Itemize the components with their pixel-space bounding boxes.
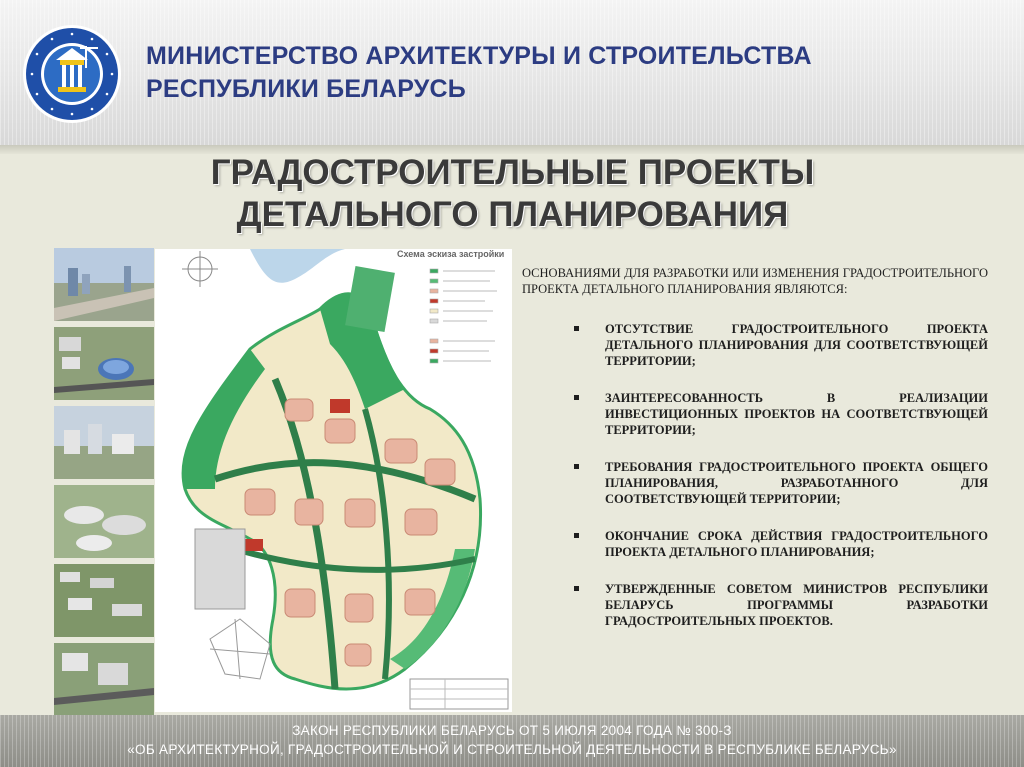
list-item-text: ЗАИНТЕРЕСОВАННОСТЬ В РЕАЛИЗАЦИИ ИНВЕСТИЦИОННЫХ ПРОЕКТОВ НА СООТВЕТСТВУЮЩЕЙ ТЕРРИТОРИИ; — [605, 391, 988, 437]
list-item — [522, 528, 988, 560]
render-photo — [54, 406, 154, 479]
law-footer-line2: «ОБ АРХИТЕКТУРНОЙ, ГРАДОСТРОИТЕЛЬНОЙ И СТРОИТЕЛЬНОЙ ДЕЯТЕЛЬНОСТИ В РЕСПУБЛИКЕ БЕЛАРУСЬ» — [127, 742, 897, 757]
slide-title — [140, 152, 885, 236]
render-photo — [54, 248, 154, 321]
bullet-square-icon — [574, 464, 579, 469]
bullet-square-icon — [574, 586, 579, 591]
bullet-square-icon — [574, 395, 579, 400]
list-item-text: ОКОНЧАНИЕ СРОКА ДЕЙСТВИЯ ГРАДОСТРОИТЕЛЬНОГО ПРОЕКТА ДЕТАЛЬНОГО ПЛАНИРОВАНИЯ; — [605, 529, 988, 559]
list-item — [522, 581, 988, 629]
grounds-intro: ОСНОВАНИЯМИ ДЛЯ РАЗРАБОТКИ ИЛИ ИЗМЕНЕНИЯ ГРАДОСТРОИТЕЛЬНОГО ПРОЕКТА ДЕТАЛЬНОГО ПЛАНИРОВАНИЯ ЯВЛЯЮТСЯ: — [522, 266, 988, 296]
render-photo — [54, 327, 154, 400]
grounds-list — [522, 321, 988, 629]
bullet-square-icon — [574, 326, 579, 331]
detail-plan-map — [155, 249, 512, 712]
render-photo — [54, 485, 154, 558]
header-banner — [0, 0, 1024, 145]
render-photo — [54, 564, 154, 637]
list-item — [522, 390, 988, 438]
render-photo-strip — [54, 248, 154, 722]
list-item-text: УТВЕРЖДЕННЫЕ СОВЕТОМ МИНИСТРОВ РЕСПУБЛИКИ БЕЛАРУСЬ ПРОГРАММЫ РАЗРАБОТКИ ГРАДОСТРОИТЕЛЬНЫХ ПРОЕКТОВ. — [605, 582, 988, 628]
law-footer — [0, 715, 1024, 767]
plan-drawing — [155, 249, 512, 712]
list-item — [522, 459, 988, 507]
map-caption: Схема эскиза застройки — [397, 249, 505, 259]
ministry-name — [146, 40, 812, 106]
slide-title-line1: ГРАДОСТРОИТЕЛЬНЫЕ ПРОЕКТЫ — [210, 153, 815, 192]
list-item-text: ОТСУТСТВИЕ ГРАДОСТРОИТЕЛЬНОГО ПРОЕКТА ДЕТАЛЬНОГО ПЛАНИРОВАНИЯ ДЛЯ СООТВЕТСТВУЮЩЕЙ ТЕРРИТОРИИ; — [605, 322, 988, 368]
grounds-text — [522, 265, 988, 650]
list-item-text: ТРЕБОВАНИЯ ГРАДОСТРОИТЕЛЬНОГО ПРОЕКТА ОБЩЕГО ПЛАНИРОВАНИЯ, РАЗРАБОТАННОГО ДЛЯ СООТВЕТСТВУЮЩЕЙ ТЕРРИТОРИИ; — [605, 460, 988, 506]
ministry-logo-icon — [22, 24, 122, 124]
slide-title-line2: ДЕТАЛЬНОГО ПЛАНИРОВАНИЯ — [236, 195, 789, 234]
render-photo — [54, 643, 154, 716]
bullet-square-icon — [574, 533, 579, 538]
ministry-name-line2: РЕСПУБЛИКИ БЕЛАРУСЬ — [146, 75, 466, 103]
list-item — [522, 321, 988, 369]
law-footer-line1: ЗАКОН РЕСПУБЛИКИ БЕЛАРУСЬ ОТ 5 ИЮЛЯ 2004 ГОДА № 300-З — [292, 723, 732, 738]
ministry-name-line1: МИНИСТЕРСТВО АРХИТЕКТУРЫ И СТРОИТЕЛЬСТВА — [146, 42, 812, 70]
